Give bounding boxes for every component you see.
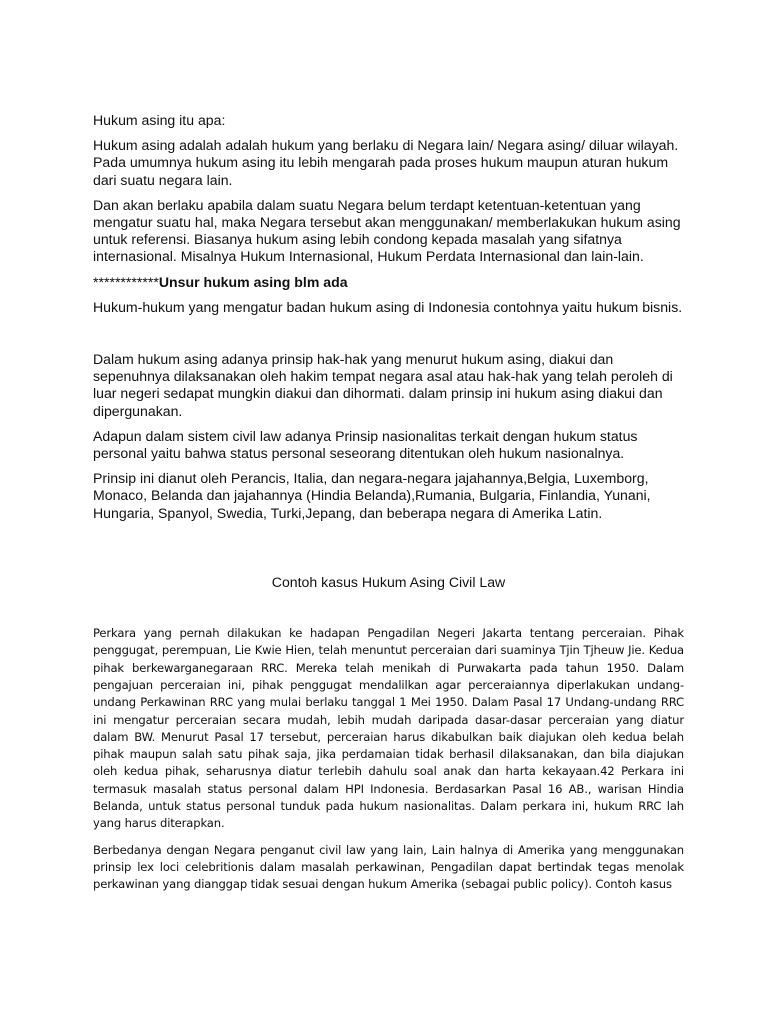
note-stars: ************ <box>93 273 159 290</box>
paragraph-application: Dan akan berlaku apabila dalam suatu Negara belum terdapt ketentuan-ketentuan yang mengatur suatu hal, maka Negara tersebut akan menggunakan/ memberlakukan hukum asing untuk referensi. Biasanya hukum asing lebih condong kepada masalah yang sifatnya internasional. Misalnya Hukum Internasional, Hukum Perdata Internasional dan lain-lain. <box>93 196 681 265</box>
spacer <box>93 324 684 351</box>
paragraph-definition: Hukum asing adalah adalah hukum yang berlaku di Negara lain/ Negara asing/ diluar wilayah. Pada umumnya hukum asing itu lebih mengarah pada proses hukum maupun aturan hukum dari suatu negara lain. <box>93 137 679 188</box>
paragraph-countries: Prinsip ini dianut oleh Perancis, Italia, dan negara-negara jajahannya,Belgia, Luxemborg, Monaco, Belanda dan jajahannya (Hindia Belanda),Rumania, Bulgaria, Finlandia, Yunani, Hungaria, Spanyol, Swedia, Turki,Jepang, dan beberapa negara di Amerika Latin. <box>93 470 651 521</box>
paragraph-nationality: Adapun dalam sistem civil law adanya Prinsip nasionalitas terkait dengan hukum status personal yaitu bahwa status personal seseorang ditentukan oleh hukum nasionalnya. <box>93 427 638 462</box>
case-paragraph-2: Berbedanya dengan Negara penganut civil law yang lain, Lain halnya di Amerika yang menggunakan prinsip lex loci celebritionis dalam masalah perkawinan, Pengadilan dapat bertindak tegas menolak perkawinan yang dianggap tidak sesuai dengan hukum Amerika (sebagai public policy). Contoh kasus <box>93 842 684 892</box>
spacer <box>93 530 684 574</box>
case-paragraph-1: Perkara yang pernah dilakukan ke hadapan Pengadilan Negeri Jakarta tentang perceraian. Pihak penggugat, perempuan, Lie Kwie Hien, telah menuntut perceraian dari suaminya Tjin Tjheuw Jie. Kedua pihak berkewarganegaraan RRC. Mereka telah menikah di Purwakarta pada tahun 1950. Dalam pengajuan perceraian ini, pihak penggugat mendalilkan agar perceraiannya diperlakukan undang-undang Perkawinan RRC yang mulai berlaku tanggal 1 Mei 1950. Dalam Pasal 17 Undang-undang RRC ini mengatur perceraian secara mudah, lebih mudah daripada dasar-dasar perceraian yang diatur dalam BW. Menurut Pasal 17 tersebut, perceraian harus dikabulkan baik diajukan oleh kedua belah pihak maupun salah satu pihak saja, jika perdamaian tidak berhasil dilaksanakan, dan bila diajukan oleh kedua pihak, seharusnya diatur terlebih dahulu soal anak dan harta kekayaan.42 Perkara ini termasuk masalah status personal dalam HPI Indonesia. Berdasarkan Pasal 16 AB., warisan Hindia Belanda, untuk status personal tunduk pada hukum nasionalitas. Dalam perkara ini, hukum RRC lah yang harus diterapkan. <box>93 626 684 831</box>
paragraph-principle-rights: Dalam hukum asing adanya prinsip hak-hak yang menurut hukum asing, diakui dan sepenuhnya dilaksanakan oleh hakim tempat negara asal atau hak-hak yang telah peroleh di luar negeri sedapat mungkin diakui dan dihormati. dalam prinsip ini hukum asing diakui dan dipergunakan. <box>93 351 673 419</box>
note-line <box>93 274 684 291</box>
case-title: Contoh kasus Hukum Asing Civil Law <box>271 573 506 590</box>
paragraph-business-law: Hukum-hukum yang mengatur badan hukum asing di Indonesia contohnya yaitu hukum bisnis. <box>93 298 683 315</box>
note-bold-text: Unsur hukum asing blm ada <box>158 273 348 290</box>
heading-question: Hukum asing itu apa: <box>93 112 226 128</box>
